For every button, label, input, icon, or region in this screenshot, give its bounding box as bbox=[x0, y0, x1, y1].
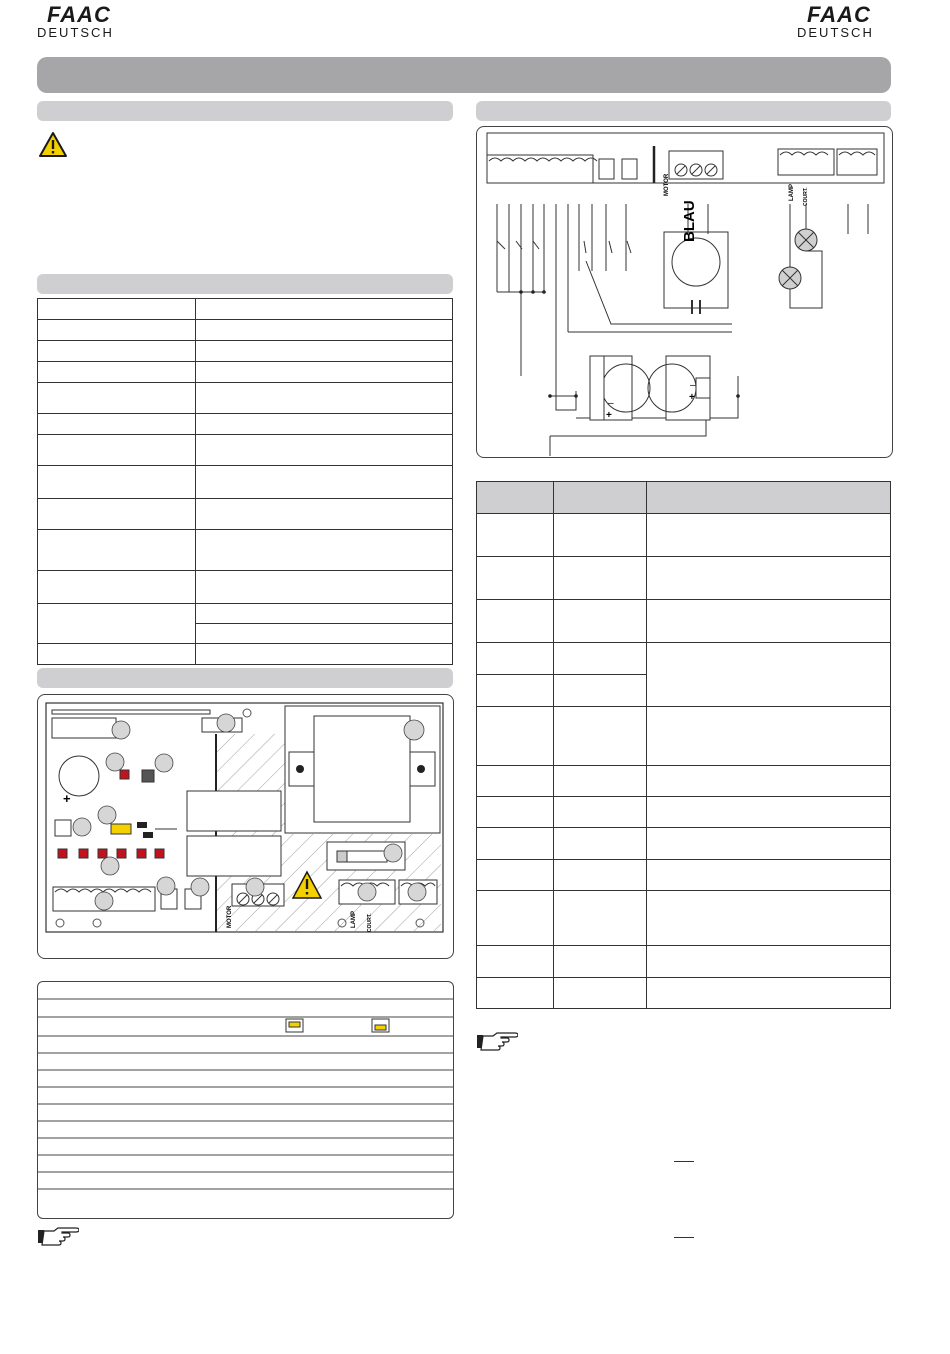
table-row bbox=[477, 557, 891, 600]
motor-label: MOTOR bbox=[227, 905, 233, 928]
table-row bbox=[477, 946, 891, 978]
table-row bbox=[477, 860, 891, 891]
section-bar-board-layout bbox=[37, 668, 453, 688]
table-row bbox=[477, 643, 891, 675]
blau-label: BLAU bbox=[681, 200, 698, 242]
brand-mark: FAAC bbox=[807, 2, 871, 27]
settings-table bbox=[37, 981, 453, 1218]
section-bar-warnings bbox=[37, 101, 453, 121]
table-row bbox=[38, 414, 453, 435]
table-row bbox=[38, 571, 453, 604]
court-label: COURT. bbox=[803, 187, 809, 206]
lamp-label: LAMP bbox=[351, 911, 357, 928]
logo-right bbox=[797, 4, 874, 40]
technical-data-table bbox=[37, 298, 453, 665]
pointing-hand-icon bbox=[37, 1226, 79, 1246]
table-row bbox=[38, 383, 453, 414]
table-row bbox=[477, 797, 891, 828]
table-row bbox=[38, 299, 453, 320]
logo-left bbox=[37, 4, 114, 40]
plus-label: + bbox=[689, 392, 695, 403]
minus-label: – bbox=[608, 398, 614, 409]
table-row bbox=[38, 362, 453, 383]
board-layout-diagram bbox=[37, 694, 453, 958]
minus-label: – bbox=[690, 380, 696, 391]
wiring-diagram bbox=[476, 126, 892, 457]
table-row bbox=[477, 891, 891, 946]
warning-icon bbox=[38, 131, 68, 158]
table-row bbox=[38, 466, 453, 499]
table-row bbox=[38, 341, 453, 362]
table-row bbox=[38, 499, 453, 530]
table-row bbox=[38, 644, 453, 665]
table-row bbox=[477, 766, 891, 797]
brand-mark: FAAC bbox=[47, 2, 111, 27]
table-row bbox=[477, 600, 891, 643]
overline-mark bbox=[674, 1237, 694, 1238]
language-label: DEUTSCH bbox=[37, 25, 114, 40]
svg-text:+: + bbox=[63, 791, 71, 806]
table-row bbox=[38, 435, 453, 466]
lamp-label: LAMP bbox=[789, 184, 795, 201]
table-row bbox=[477, 828, 891, 860]
section-bar-connections bbox=[476, 101, 891, 121]
plus-label: + bbox=[606, 410, 612, 421]
court-label: COURT. bbox=[367, 913, 373, 932]
main-title-bar bbox=[37, 57, 891, 93]
table-header-row bbox=[477, 482, 891, 514]
table-row bbox=[477, 707, 891, 766]
section-bar-technical-data bbox=[37, 274, 453, 294]
overline-mark bbox=[674, 1161, 694, 1162]
table-row bbox=[38, 604, 453, 624]
table-row bbox=[477, 978, 891, 1009]
table-row bbox=[477, 514, 891, 557]
motor-label: MOTOR bbox=[664, 173, 670, 196]
pointing-hand-icon bbox=[476, 1031, 518, 1051]
language-label: DEUTSCH bbox=[797, 25, 874, 40]
table-row bbox=[38, 530, 453, 571]
table-row bbox=[38, 320, 453, 341]
terminal-description-table bbox=[476, 481, 891, 1009]
